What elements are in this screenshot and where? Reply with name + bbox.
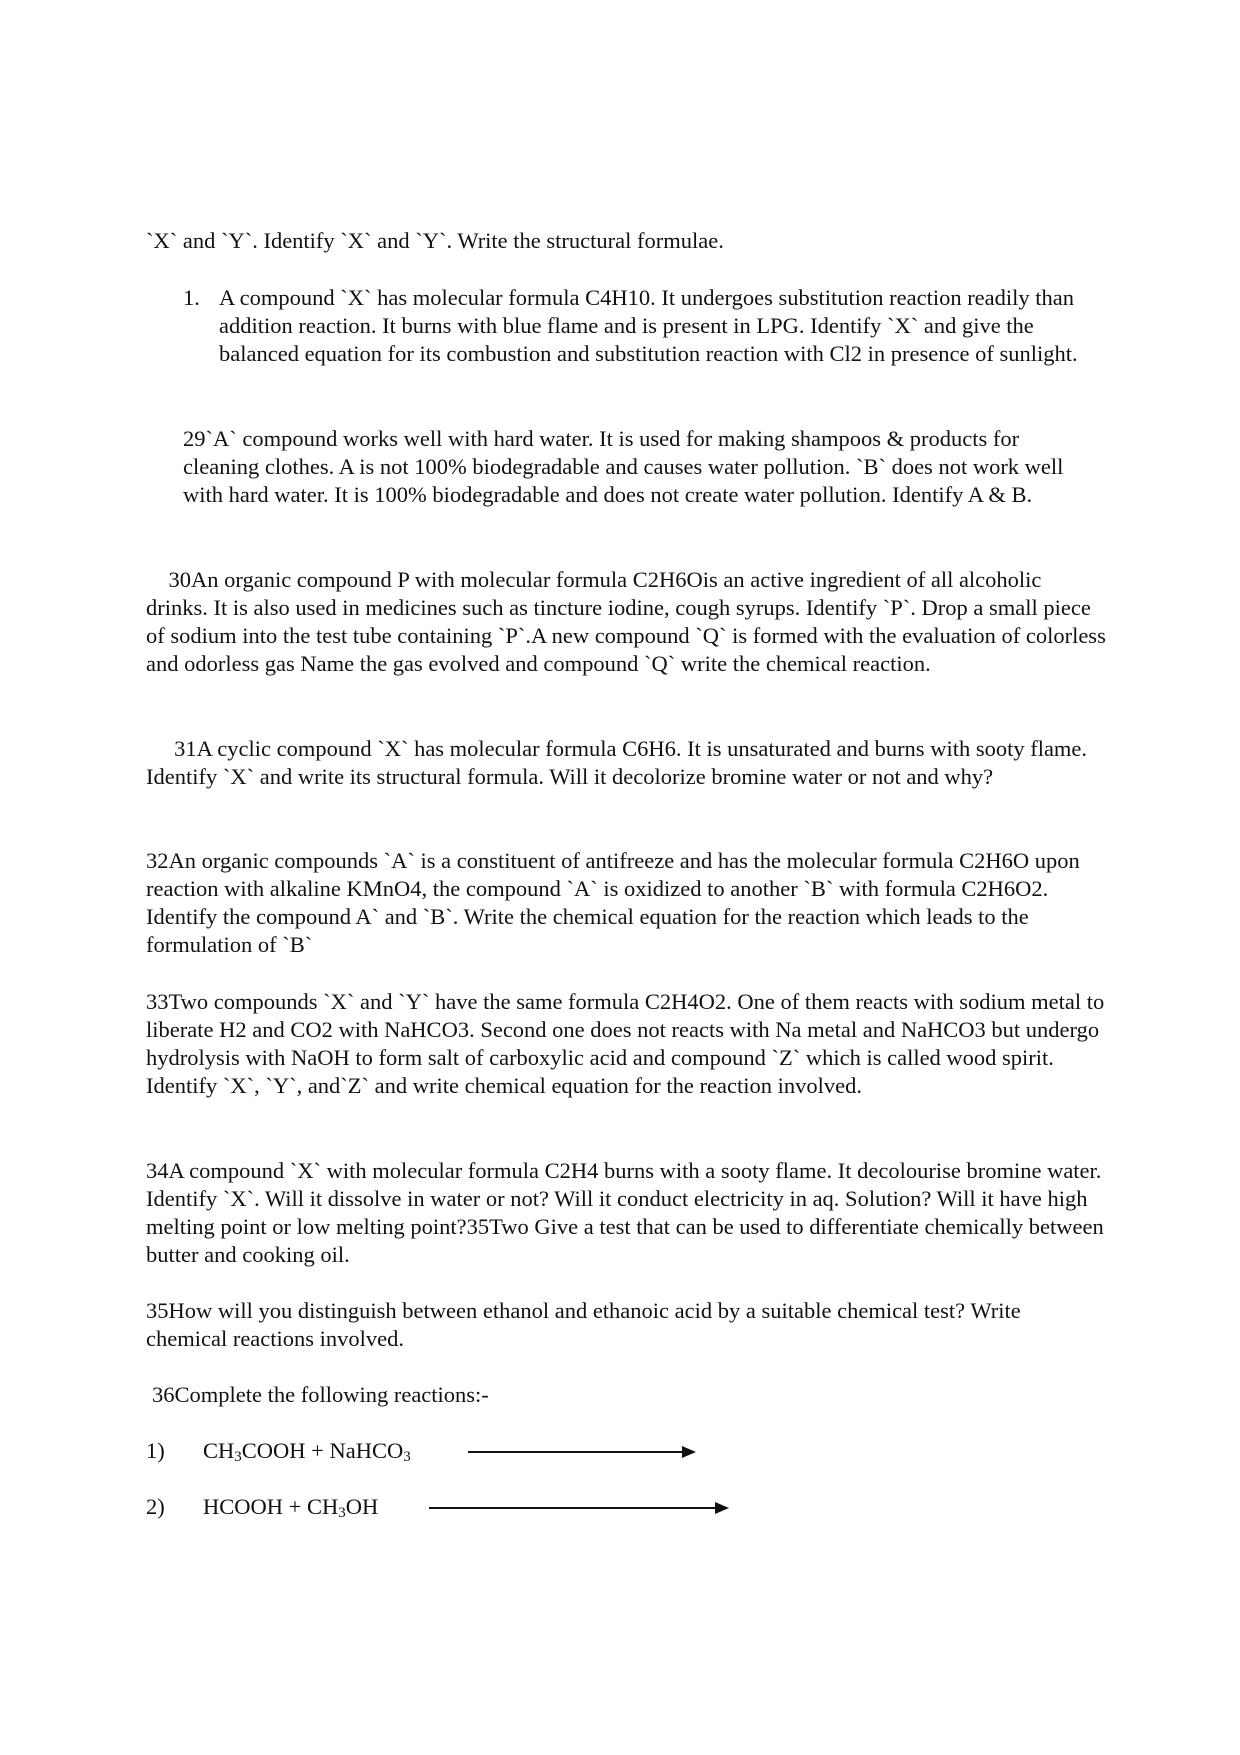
question-30-text: 30An organic compound P with molecular formula C2H6Ois an active ingredient of all alcoholic drinks. It is also used in medicines such as tincture iodine, cough syrups. Identify `P`. Drop a small piece of sodium into the test tube containing `P`.A new compound `Q` is formed with the evaluation of colorless and odorless gas Name the gas evolved and compound `Q` write the chemical reaction. <box>146 567 1106 676</box>
reaction-1-number: 1) <box>146 1438 165 1463</box>
reaction-1 <box>146 1437 846 1467</box>
reaction-2 <box>146 1493 846 1523</box>
question-34: 34A compound `X` with molecular formula C2H4 burns with a sooty flame. It decolourise bromine water. Identify `X`. Will it dissolve in water or not? Will it conduct electricity in aq. Solution? Will it have high melting point or low melting point?35Two Give a test that can be used to differentiate chemically between butter and cooking oil. <box>146 1158 1104 1267</box>
reaction-arrow-icon <box>468 1445 696 1459</box>
question-35: 35How will you distinguish between ethanol and ethanoic acid by a suitable chemical test? Write chemical reactions involved. <box>146 1298 1021 1351</box>
question-1-number: 1. <box>183 285 200 310</box>
intro-line: `X` and `Y`. Identify `X` and `Y`. Write the structural formulae. <box>146 228 724 253</box>
reaction-2-sub1: 3 <box>338 1505 346 1521</box>
question-29: 29`A` compound works well with hard water. It is used for making shampoos & products for cleaning clothes. A is not 100% biodegradable and causes water pollution. `B` does not work well with hard water. It is 100% biodegradable and does not create water pollution. Identify A & B. <box>183 426 1064 507</box>
question-31 <box>146 735 1106 791</box>
question-31-text: 31A cyclic compound `X` has molecular formula C6H6. It is unsaturated and burns with sooty flame. Identify `X` and write its structural formula. Will it decolorize bromine water or not and why? <box>146 736 1088 789</box>
reaction-1-sub2: 3 <box>403 1449 411 1465</box>
question-30 <box>146 566 1106 678</box>
question-36: 36Complete the following reactions:- <box>152 1382 489 1407</box>
reaction-2-reactants <box>203 1493 378 1521</box>
reaction-1-reactants <box>203 1437 411 1465</box>
reaction-2-part2: OH <box>345 1494 379 1519</box>
reaction-1-part1: CH <box>203 1438 235 1463</box>
question-33: 33Two compounds `X` and `Y` have the same formula C2H4O2. One of them reacts with sodium metal to liberate H2 and CO2 with NaHCO3. Second one does not reacts with Na metal and NaHCO3 but undergo hydrolysis with NaOH to form salt of carboxylic acid and compound `Z` which is called wood spirit. Identify `X`, `Y`, and`Z` and write chemical equation for the reaction involved. <box>146 989 1105 1098</box>
reaction-1-part2: COOH + NaHCO <box>241 1438 404 1463</box>
reaction-2-part1: HCOOH + CH <box>203 1494 339 1519</box>
reaction-2-number: 2) <box>146 1494 165 1519</box>
reaction-1-sub1: 3 <box>234 1449 242 1465</box>
question-32: 32An organic compounds `A` is a constituent of antifreeze and has the molecular formula C2H6O upon reaction with alkaline KMnO4, the compound `A` is oxidized to another `B` with formula C2H6O2. Identify the compound A` and `B`. Write the chemical equation for the reaction which leads to the formulation of `B` <box>146 848 1080 957</box>
reaction-arrow-icon <box>429 1501 729 1515</box>
question-1-text: A compound `X` has molecular formula C4H10. It undergoes substitution reaction readily than addition reaction. It burns with blue flame and is present in LPG. Identify `X` and give the balanced equation for its combustion and substitution reaction with Cl2 in presence of sunlight. <box>219 285 1078 366</box>
